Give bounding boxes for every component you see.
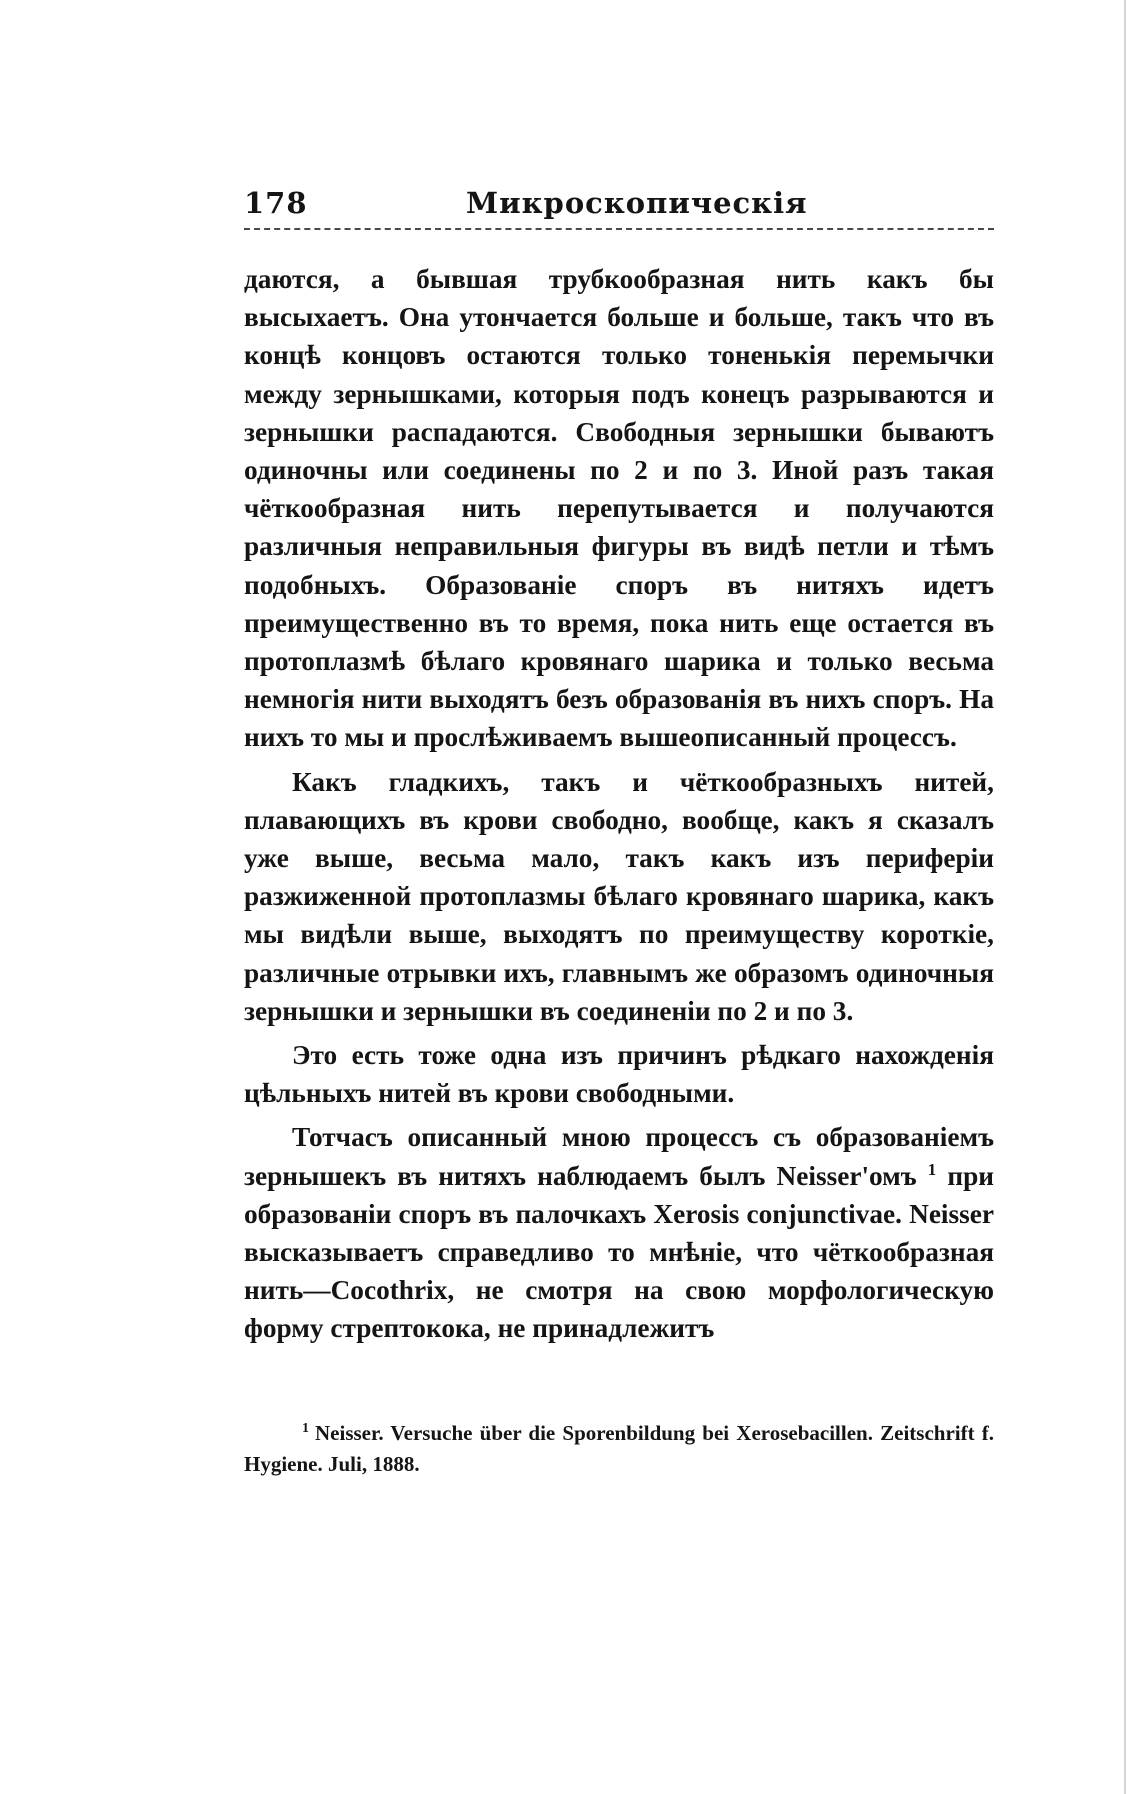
paragraph: Какъ гладкихъ, такъ и чёткообразныхъ нитей, плавающихъ въ крови свободно, вообще, какъ я сказалъ уже выше, весьма мало, такъ какъ изъ периферіи разжиженной протоплазмы бѣлаго кровянаго шарика, какъ мы видѣли выше, выходятъ по преимуществу короткіе, различные отрывки ихъ, главнымъ же образомъ одиночныя зернышки и зернышки въ соединеніи по 2 и по 3. xyxy=(244,766,994,1026)
footnotes xyxy=(244,1418,994,1480)
page-header xyxy=(244,186,994,226)
paragraph-text-after-ref: при образованіи споръ въ палочкахъ Xerosis conjunctivae. Neisser высказываетъ справедливо то мнѣніе, что чёткообразная нить—Cocothrix, не смотря на свою морфологическую форму стрептокока, не принадлежитъ xyxy=(244,1160,994,1344)
footnote-reference: 1 xyxy=(927,1159,937,1179)
paragraph-with-footnote-ref xyxy=(244,1118,994,1347)
paragraph: Это есть тоже одна изъ причинъ рѣдкаго нахожденія цѣльныхъ нитей въ крови свободными. xyxy=(244,1040,994,1109)
book-page xyxy=(244,186,994,1480)
running-title: Микроскопическія xyxy=(466,186,808,220)
header-rule xyxy=(244,228,994,230)
body-text xyxy=(244,260,994,1348)
footnote-text: Neisser. Versuche über die Sporenbildung bei Xerosebacillen. Zeitschrift f. Hygiene. Juli, 1888. xyxy=(244,1420,994,1476)
footnote-mark: 1 xyxy=(302,1420,309,1436)
footnote xyxy=(244,1418,994,1480)
page-number: 178 xyxy=(244,186,308,220)
paragraph-text-before-ref: Тотчасъ описанный мною процессъ съ образованіемъ зернышекъ въ нитяхъ наблюдаемъ былъ Neisser'омъ xyxy=(244,1122,994,1191)
page-edge-rule xyxy=(1124,0,1126,1794)
paragraph-continued: даются, а бывшая трубкообразная нить какъ бы высыхаетъ. Она утончается больше и больше, такъ что въ концѣ концовъ остаются только тоненькія перемычки между зернышками, которыя подъ конецъ разрываются и зернышки распадаются. Свободныя зернышки бываютъ одиночны или соединены по 2 и по 3. Иной разъ такая чёткообразная нить перепутывается и получаются различныя неправильныя фигуры въ видѣ петли и тѣмъ подобныхъ. Образованіе споръ въ нитяхъ идетъ преимущественно въ то время, пока нить еще остается въ протоплазмѣ бѣлаго кровянаго шарика и только весьма немногія нити выходятъ безъ образованія въ нихъ споръ. На нихъ то мы и прослѣживаемъ вышеописанный процессъ. xyxy=(244,264,994,753)
